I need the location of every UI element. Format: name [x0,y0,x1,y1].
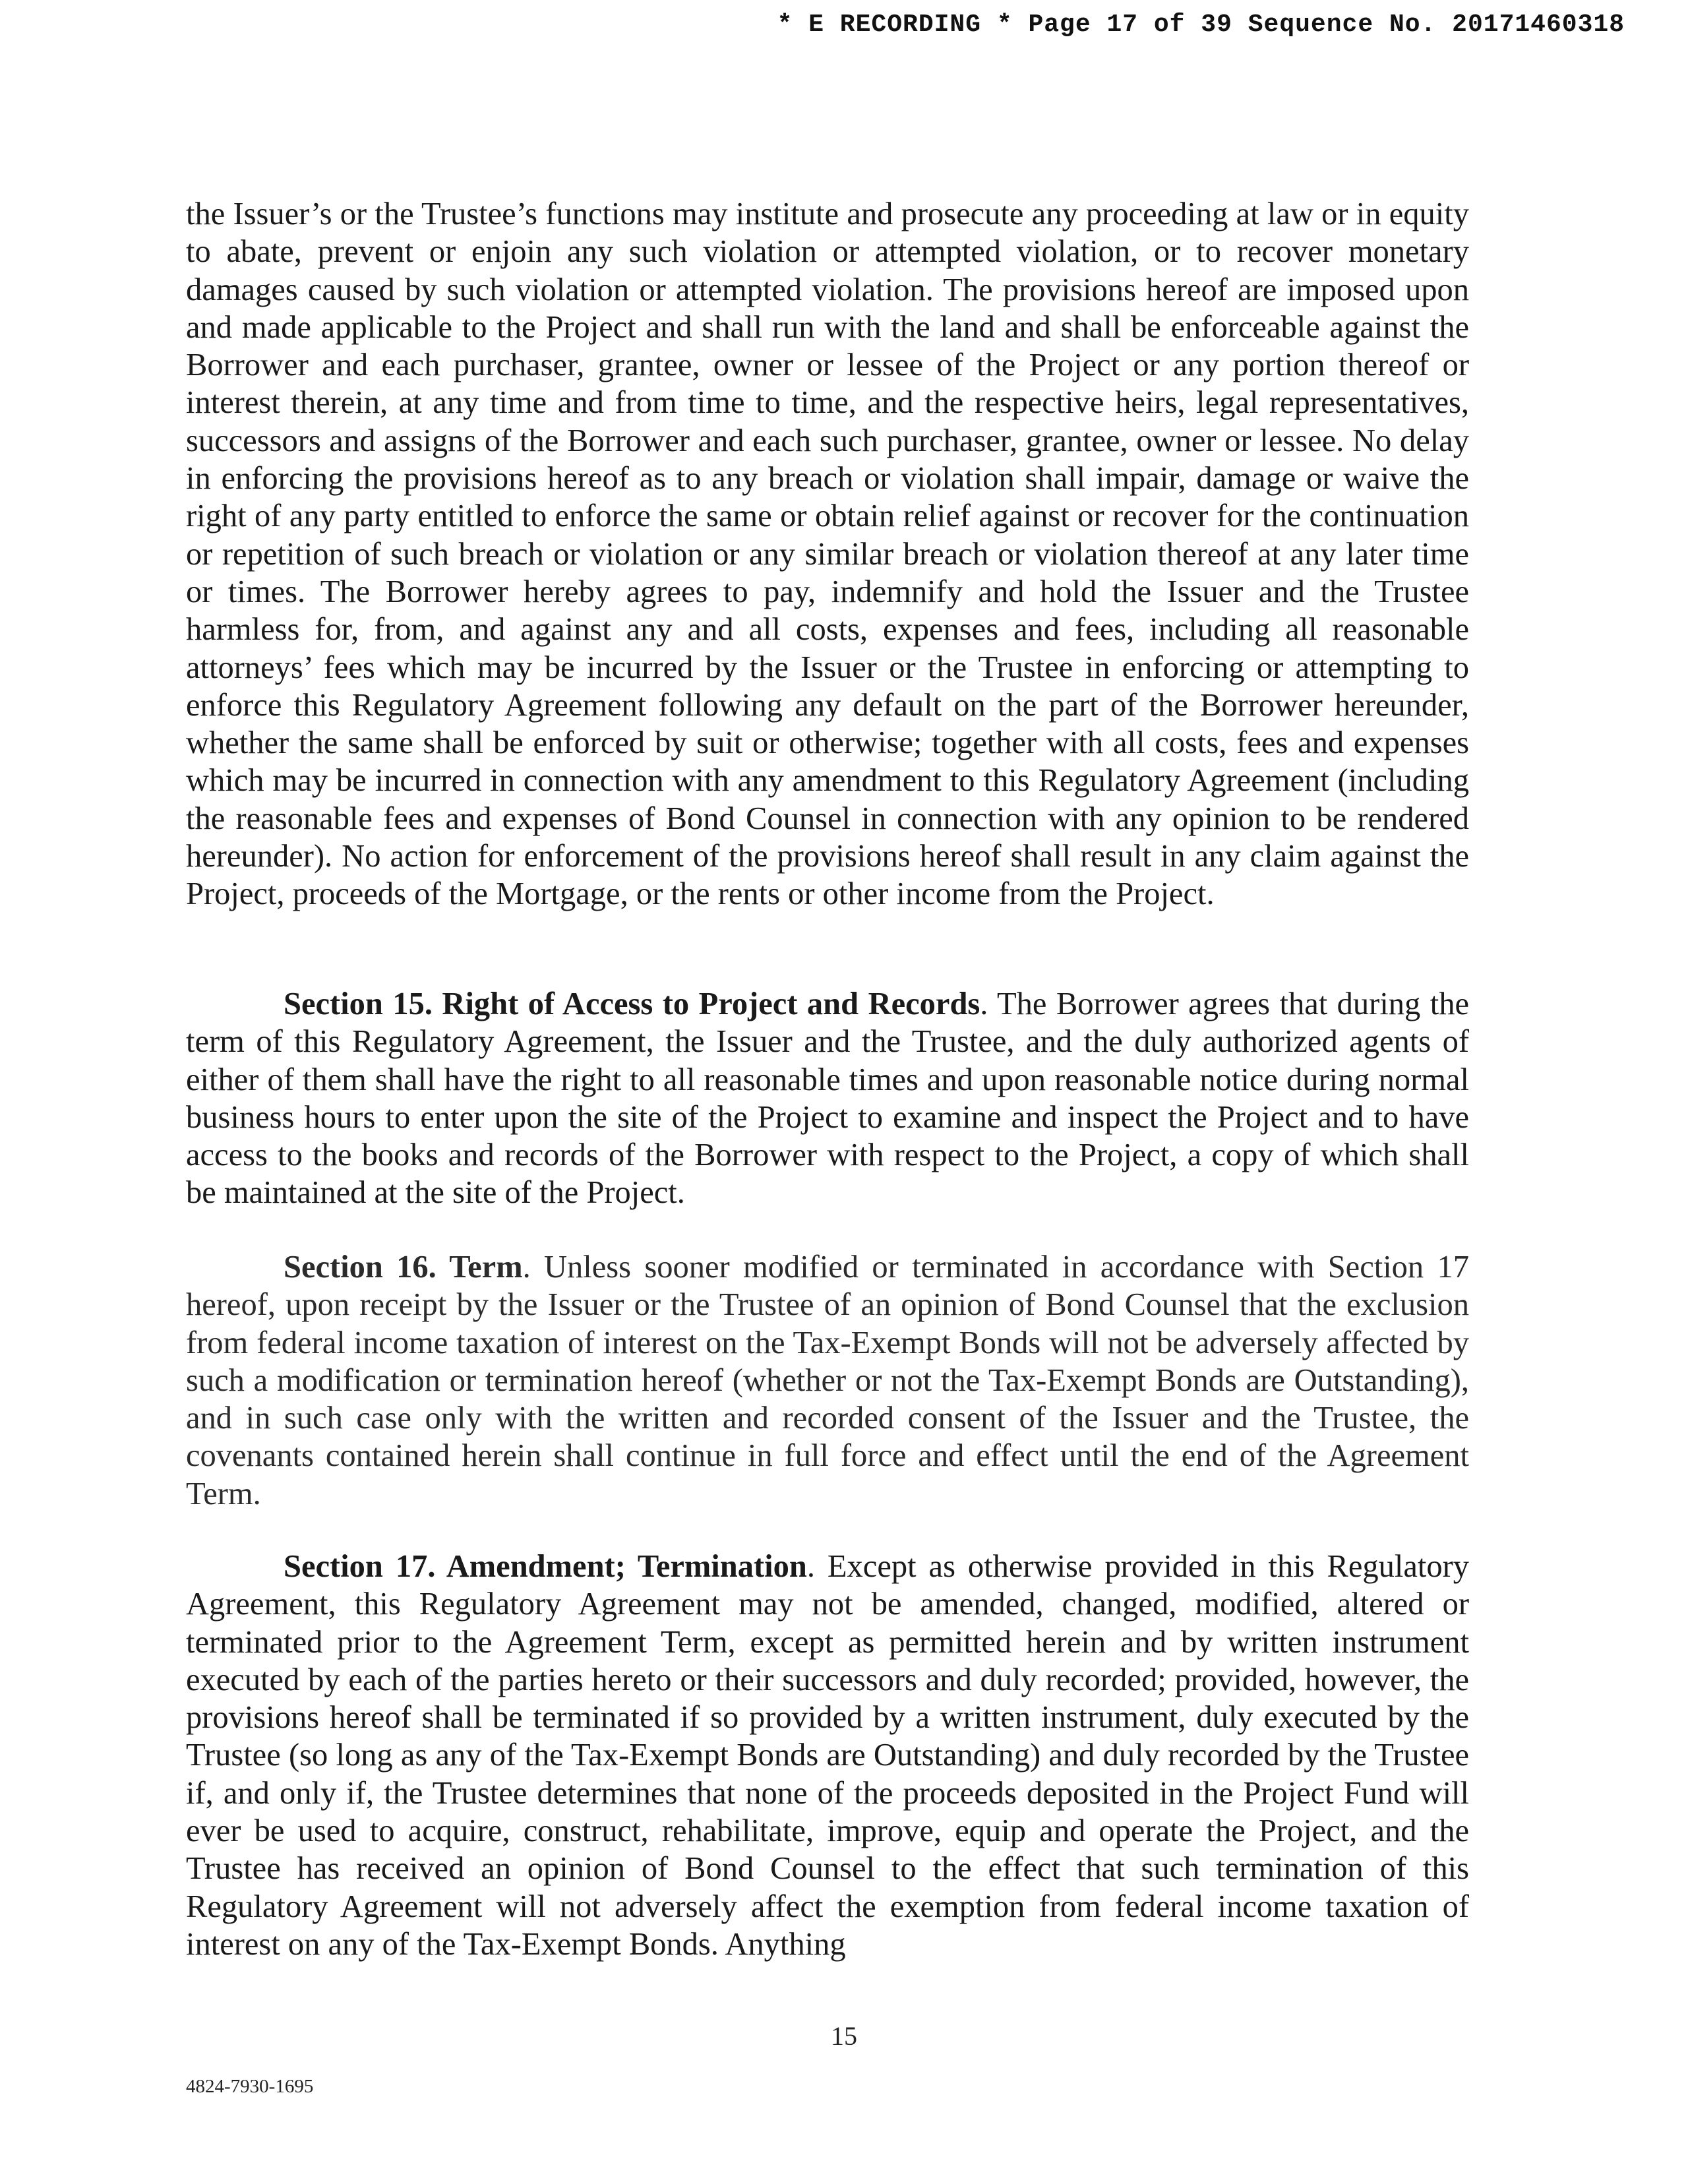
section-16-text: . Unless sooner modified or terminated in accordance with Section 17 hereof, upon receipt by the Issuer or the Trustee of an opinion of Bond Counsel that the exclusion from federal income taxation of interest on the Tax-Exempt Bonds will not be adversely affected by such a modification or termination hereof (whether or not the Tax-Exempt Bonds are Outstanding), and in such case only with the written and recorded consent of the Issuer and the Trustee, the covenants contained herein shall continue in full force and effect until the end of the Agreement Term. [186,1250,1469,1511]
paragraph-section-17 [186,1548,1469,1963]
section-16-heading: Section 16. Term [284,1250,523,1285]
paragraph-section-16 [186,1248,1469,1513]
section-15-heading: Section 15. Right of Access to Project and Records [284,986,980,1021]
paragraph-section-15 [186,985,1469,1212]
paragraph-text: the Issuer’s or the Trustee’s functions may institute and prosecute any proceeding at law or in equity to abate, prevent or enjoin any such violation or attempted violation, or to recover monetary damages caused by such violation or attempted violation. The provisions hereof are imposed upon and made applicable to the Project and shall run with the land and shall be enforceable against the Borrower and each purchaser, grantee, owner or lessee of the Project or any portion thereof or interest therein, at any time and from time to time, and the respective heirs, legal representatives, successors and assigns of the Borrower and each such purchaser, grantee, owner or lessee. No delay in enforcing the provisions hereof as to any breach or violation shall impair, damage or waive the right of any party entitled to enforce the same or obtain relief against or recover for the continuation or repetition of such breach or violation or any similar breach or violation thereof at any later time or times. The Borrower hereby agrees to pay, indemnify and hold the Issuer and the Trustee harmless for, from, and against any and all costs, expenses and fees, including all reasonable attorneys’ fees which may be incurred by the Issuer or the Trustee in enforcing or attempting to enforce this Regulatory Agreement following any default on the part of the Borrower hereunder, whether the same shall be enforced by suit or otherwise; together with all costs, fees and expenses which may be incurred in connection with any amendment to this Regulatory Agreement (including the reasonable fees and expenses of Bond Counsel in connection with any opinion to be rendered hereunder). No action for enforcement of the provisions hereof shall result in any claim against the Project, proceeds of the Mortgage, or the rents or other income from the Project. [186,197,1469,912]
page-number: 15 [831,2021,857,2051]
section-15-text: . The Borrower agrees that during the term of this Regulatory Agreement, the Issuer and the Trustee, and the duly authorized agents of either of them shall have the right to all reasonable times and upon reasonable notice during normal business hours to enter upon the site of the Project to examine and inspect the Project and to have access to the books and records of the Borrower with respect to the Project, a copy of which shall be maintained at the site of the Project. [186,986,1469,1211]
recording-stamp-header: * E RECORDING * Page 17 of 39 Sequence No. 20171460318 [777,11,1625,39]
paragraph-enforcement [186,195,1469,913]
document-id: 4824-7930-1695 [186,2076,314,2097]
section-17-heading: Section 17. Amendment; Termination [284,1549,807,1584]
section-17-text: . Except as otherwise provided in this Regulatory Agreement, this Regulatory Agreement may not be amended, changed, modified, altered or terminated prior to the Agreement Term, except as permitted herein and by written instrument executed by each of the parties hereto or their successors and duly recorded; provided, however, the provisions hereof shall be terminated if so provided by a written instrument, duly executed by the Trustee (so long as any of the Tax-Exempt Bonds are Outstanding) and duly recorded by the Trustee if, and only if, the Trustee determines that none of the proceeds deposited in the Project Fund will ever be used to acquire, construct, rehabilitate, improve, equip and operate the Project, and the Trustee has received an opinion of Bond Counsel to the effect that such termination of this Regulatory Agreement will not adversely affect the exemption from federal income taxation of interest on any of the Tax-Exempt Bonds. Anything [186,1549,1470,1962]
